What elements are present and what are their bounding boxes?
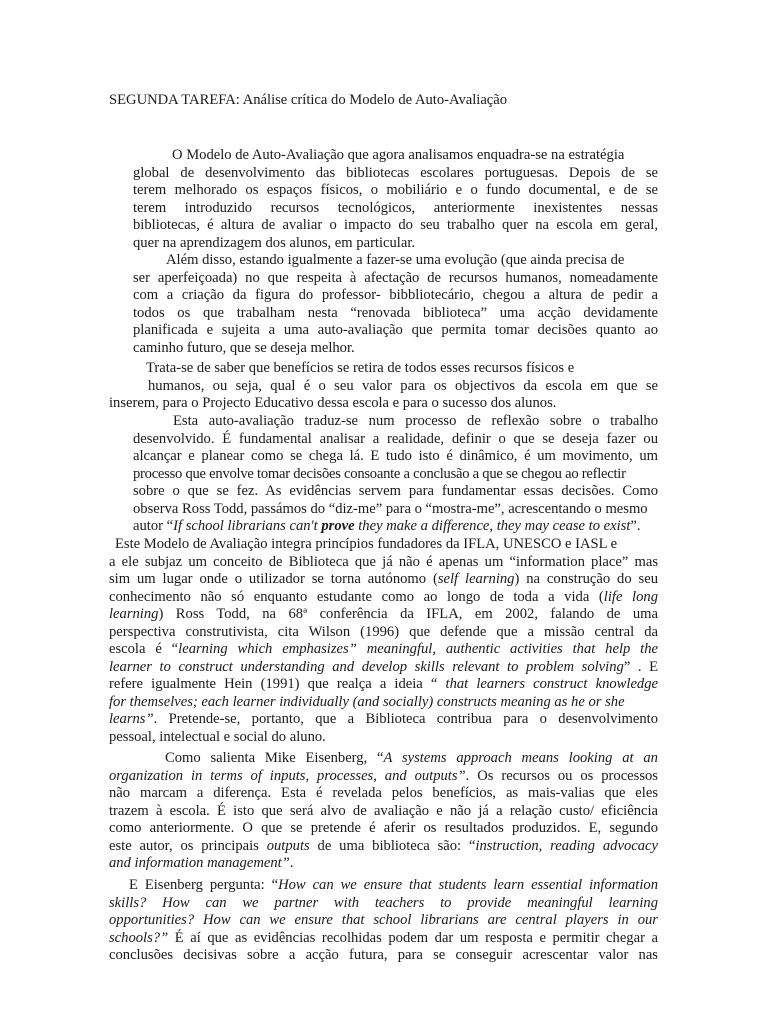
paragraph-1	[133, 147, 658, 252]
text-line: skills? How can we partner with teachers to provide meaningful learning	[109, 894, 658, 911]
text-line: E Eisenberg pergunta: “How can we ensure that students learn essential information	[129, 877, 658, 893]
text-line: global de desenvolvimento das bibliotecas escolares portuguesas. Depois de se	[133, 164, 658, 181]
text-line: escola é “learning which emphasizes” meaningful, authentic activities that help the	[109, 641, 658, 658]
text-line: terem melhorado os espaços físicos, o mobiliário e o fundo documental, e de se	[133, 182, 658, 199]
text-line: learning) Ross Todd, na 68ª conferência da IFLA, em 2002, falando de uma	[109, 606, 658, 623]
paragraph-4	[133, 413, 658, 536]
text-line: Trata-se de saber que benefícios se retira de todos esses recursos físicos e	[146, 360, 575, 376]
text-line: não marcam a diferença. Esta é revelada pelos benefícios, as mais-valias que eles	[109, 785, 658, 802]
text-line: sim um lugar onde o utilizador se torna autónomo (self learning) na construção do seu	[109, 571, 659, 588]
text-line: conhecimento não só enquanto estudante como ao longo de toda a vida (life long	[109, 588, 658, 605]
text-line: Este Modelo de Avaliação integra princípios fundadores da IFLA, UNESCO e IASL e	[115, 536, 618, 552]
text-line: a ele subjaz um conceito de Biblioteca que já não é apenas um “information place” mas	[109, 553, 658, 570]
text-line: learner to construct understanding and develop skills relevant to problem solving” . E	[109, 658, 658, 675]
paragraph-6	[109, 750, 658, 873]
text-line: organization in terms of inputs, processes, and outputs”. Os recursos ou os processos	[109, 767, 658, 784]
text-line: humanos, ou seja, qual é o seu valor para os objectivos da escola em que se	[148, 377, 658, 394]
text-line: todos os que trabalham nesta “renovada biblioteca” uma acção devidamente	[133, 304, 658, 321]
text-line: Esta auto-avaliação traduz-se num processo de reflexão sobre o trabalho	[173, 413, 658, 429]
text-line: trazem à escola. É isto que será alvo de avaliação e não já a relação custo/ eficiência	[109, 802, 658, 819]
text-line: for themselves; each learner individually (and socially) constructs meaning as he or she	[109, 693, 625, 710]
paragraph-5	[109, 536, 658, 747]
text-line: observa Ross Todd, passámos do “diz-me” para o “mostra-me”, acrescentando o mesmo	[133, 500, 648, 517]
text-line: refere igualmente Hein (1991) que realça a ideia “ that learners construct knowledge	[109, 676, 658, 693]
text-line: opportunities? How can we ensure that school librarians are central players in our	[109, 912, 658, 929]
text-line: como anteriormente. O que se pretende é aferir os resultados produzidos. E, segundo	[109, 820, 658, 837]
text-line: quer na aprendizagem dos alunos, em particular.	[133, 234, 416, 251]
text-line: schools?” É aí que as evidências recolhidas podem dar um resposta e permitir chegar a	[109, 929, 658, 946]
text-line: caminho futuro, que se deseja melhor.	[133, 339, 355, 356]
text-line: alcançar e planear como se chega lá. E tudo isto é dinâmico, é um movimento, um	[133, 448, 658, 465]
text-line: ser aperfeiçoada) no que respeita à afectação de recursos humanos, nomeadamente	[133, 269, 658, 286]
text-line: processo que envolve tomar decisões consoante a conclusão a que se chegou ao reflectir	[133, 465, 626, 482]
text-line: conclusões decisivas sobre a acção futura, para se conseguir acrescentar valor nas	[109, 947, 658, 964]
text-line: pessoal, intelectual e social do aluno.	[109, 729, 326, 746]
text-line: learns”. Pretende-se, portanto, que a Biblioteca contribua para o desenvolvimento	[109, 711, 658, 728]
text-line: sobre o que se fez. As evidências servem para fundamentar essas decisões. Como	[133, 483, 658, 500]
paragraph-3	[109, 360, 658, 413]
text-line: inserem, para o Projecto Educativo dessa escola e para o sucesso dos alunos.	[109, 395, 557, 412]
paragraph-7	[109, 877, 658, 965]
document-title: SEGUNDA TAREFA: Análise crítica do Modelo de Auto-Avaliação	[109, 92, 508, 108]
text-line: este autor, os principais outputs de uma biblioteca são: “instruction, reading advocacy	[109, 837, 658, 854]
text-line: perspectiva construtivista, cita Wilson (1996) que defende que a missão central da	[109, 623, 658, 640]
text-line: O Modelo de Auto-Avaliação que agora analisamos enquadra-se na estratégia	[172, 147, 625, 163]
text-line: and information management”.	[109, 855, 294, 872]
text-line: terem introduzido recursos tecnológicos, anteriormente inexistentes nessas	[133, 199, 658, 216]
text-line: Como salienta Mike Eisenberg, “A systems approach means looking at an	[165, 750, 658, 766]
text-line: bibliotecas, é altura de avaliar o impacto do seu trabalho quer na escola em geral,	[133, 217, 658, 234]
text-line: planificada e sujeita a uma auto-avaliação que permita tomar decisões quanto ao	[133, 322, 658, 339]
text-line: com a criação da figura do professor- bibbliotecário, chegou a altura de pedir a	[133, 287, 658, 304]
text-line: desenvolvido. É fundamental analisar a realidade, definir o que se deseja fazer ou	[133, 430, 658, 447]
text-line: Além disso, estando igualmente a fazer-se uma evolução (que ainda precisa de	[166, 252, 625, 268]
paragraph-2	[133, 252, 658, 357]
text-line: autor “If school librarians can't prove they make a difference, they may cease to exist”.	[133, 518, 641, 535]
